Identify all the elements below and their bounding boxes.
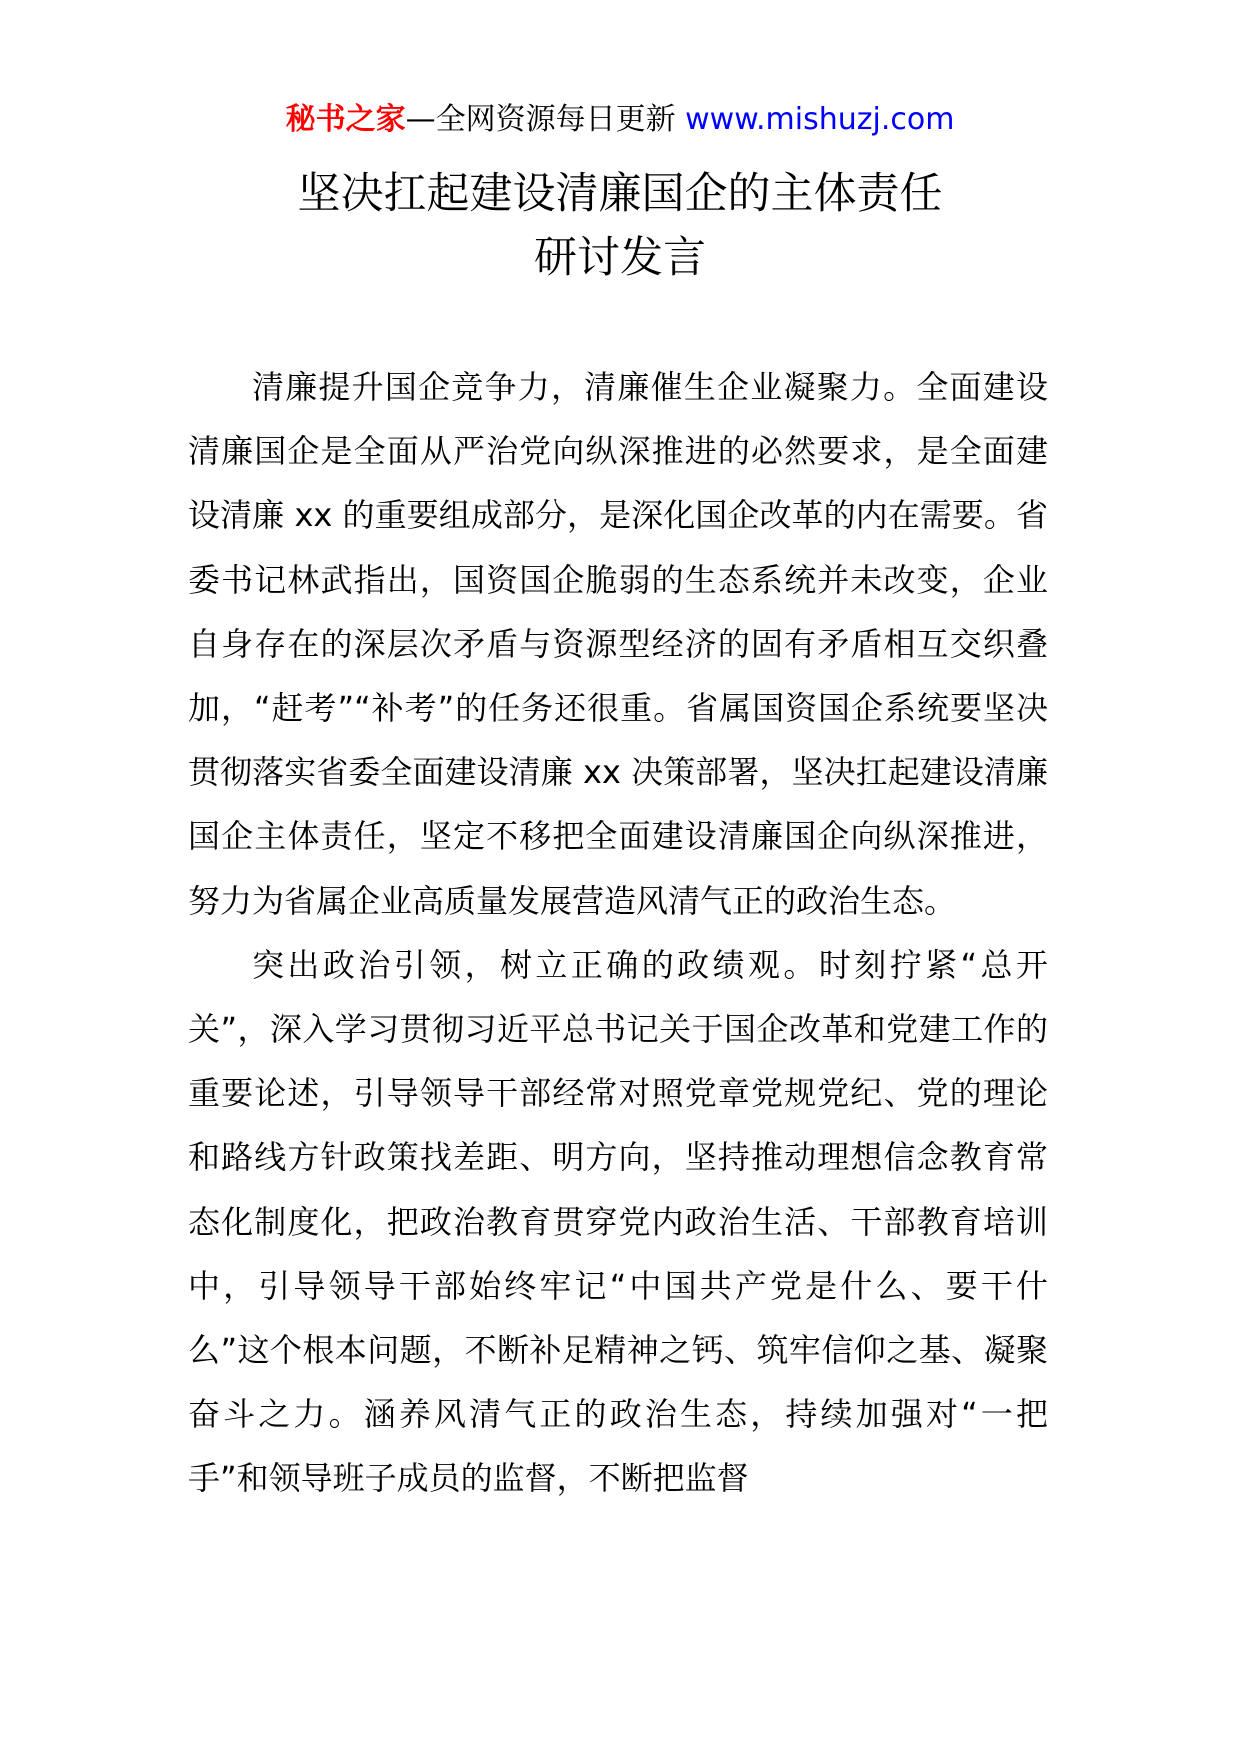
title-line-1: 坚决扛起建设清廉国企的主体责任 — [297, 169, 943, 219]
paragraph: 清廉提升国企竞争力，清廉催生企业凝聚力。全面建设清廉国企是全面从严治党向纵深推进的必然要求，是全面建设清廉 xx 的重要组成部分，是深化国企改革的内在需要。省委书记林武指出，国资国企脆弱的生态系统并未改变，企业自身存在的深层次矛盾与资源型经济的固有矛盾相互交织叠加，“赶考”“补考”的任务还很重。省属国资国企系统要坚决贯彻落实省委全面建设清廉 xx 决策部署，坚决扛起建设清廉国企主体责任，坚定不移把全面建设清廉国企向纵深推进，努力为省属企业高质量发展营造风清气正的政治生态。 — [188, 368, 1048, 920]
site-tagline: —全网资源每日更新 — [405, 102, 686, 137]
site-brand: 秘书之家 — [285, 102, 406, 137]
paragraph: 突出政治引领，树立正确的政绩观。时刻拧紧“总开关”，深入学习贯彻习近平总书记关于国企改革和党建工作的重要论述，引导领导干部经常对照党章党规党纪、党的理论和路线方针政策找差距、明方向，坚持推动理想信念教育常态化制度化，把政治教育贯穿党内政治生活、干部教育培训中，引导领导干部始终牢记“中国共产党是什么、要干什么”这个根本问题，不断补足精神之钙、筑牢信仰之基、凝聚奋斗之力。涵养风清气正的政治生态，持续加强对“一把手”和领导班子成员的监督，不断把监督 — [188, 945, 1048, 1498]
title-line-2: 研讨发言 — [534, 233, 706, 283]
site-url-link[interactable]: www.mishuzj.com — [685, 102, 955, 137]
site-header — [0, 100, 1240, 140]
document-body — [188, 355, 1048, 1511]
document-title — [0, 162, 1240, 290]
